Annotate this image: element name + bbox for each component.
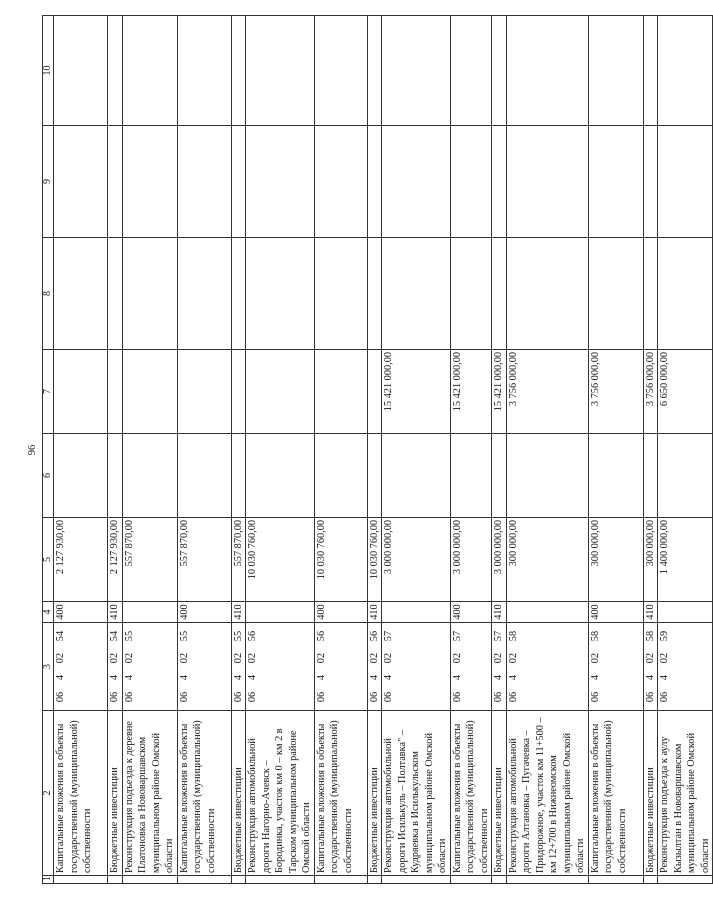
target-code [644,625,658,708]
amount-c6 [246,434,315,518]
amount-c10 [643,16,658,126]
target-code-cell [658,623,713,711]
column-number: 2 [43,711,54,876]
amount-c10 [658,16,713,126]
expense-type-code: 410 [492,602,507,623]
rotated-page [16,14,711,886]
amount-c6 [54,434,108,518]
code-part: 4 [55,674,66,681]
code-part: 02 [659,652,670,664]
amount-c8 [108,238,123,350]
amount-c9 [231,126,246,238]
code-part: 54 [109,630,120,642]
code-part: 54 [55,630,66,642]
amount-c7 [108,350,123,434]
code-part: 02 [451,652,463,664]
table-row [108,16,123,884]
target-code-cell [314,623,367,711]
code-part: 06 [55,691,66,703]
column-number: 10 [43,16,54,126]
amount-c9 [122,126,177,238]
code-part: 4 [232,674,244,681]
code-part: 02 [178,652,190,664]
amount-c8 [246,238,315,350]
amount-c7: 3 756 000,00 [643,350,658,434]
target-code [178,625,192,708]
code-part: 06 [383,691,394,703]
expense-type-code [382,602,451,623]
target-code [382,625,396,708]
code-part: 58 [644,630,656,642]
code-part: 06 [123,691,135,703]
target-code-cell [492,623,507,711]
table-row [177,16,231,884]
column-number: 6 [43,434,54,518]
row-description: Капитальные вложения в объекты государственной (муниципальной) собственности [54,711,108,876]
target-code-cell [382,623,451,711]
code-part: 02 [644,652,656,664]
amount-c8 [450,238,492,350]
target-code-cell [367,623,382,711]
amount-c9 [506,126,588,238]
target-code [589,625,603,708]
amount-c8 [231,238,246,350]
amount-c9 [314,126,367,238]
target-code-cell [588,623,643,711]
amount-c7 [367,350,382,434]
amount-c10 [506,16,588,126]
target-code [451,625,465,708]
amount-c5: 3 000 000,00 [492,518,507,602]
row-description: Бюджетные инвестиции [108,711,123,876]
amount-c6 [588,434,643,518]
amount-c6 [658,434,713,518]
amount-c5: 1 400 000,00 [658,518,713,602]
amount-c5: 557 870,00 [231,518,246,602]
row-marker-cell [246,876,315,884]
code-part: 02 [507,652,519,664]
expense-type-code [122,602,177,623]
column-number: 9 [43,126,54,238]
table-body [54,16,713,884]
amount-c5: 557 870,00 [177,518,231,602]
amount-c7: 3 756 000,00 [506,350,588,434]
row-description: Капитальные вложения в объекты государственной (муниципальной) собственности [177,711,231,876]
code-part: 4 [368,674,380,681]
column-number: 3 [43,623,54,711]
amount-c7: 15 421 000,00 [450,350,492,434]
table-row [492,16,507,884]
row-description: Капитальные вложения в объекты государственной (муниципальной) собственности [588,711,643,876]
code-part: 06 [178,691,190,703]
code-part: 06 [368,691,380,703]
amount-c7 [122,350,177,434]
amount-c9 [177,126,231,238]
row-marker-cell [450,876,492,884]
code-part: 4 [315,674,327,681]
amount-c5: 2 127 930,00 [54,518,108,602]
amount-c7 [246,350,315,434]
code-part: 59 [659,630,670,642]
amount-c6 [492,434,507,518]
code-part: 06 [507,691,519,703]
amount-c6 [450,434,492,518]
amount-c8 [54,238,108,350]
code-part: 55 [232,630,244,642]
amount-c7: 15 421 000,00 [492,350,507,434]
code-part: 06 [315,691,327,703]
row-marker-cell [382,876,451,884]
expense-type-code: 400 [450,602,492,623]
expense-type-code: 400 [588,602,643,623]
row-marker-cell [506,876,588,884]
code-part: 06 [247,691,258,703]
budget-table [42,15,713,884]
row-marker-cell [177,876,231,884]
amount-c5: 300 000,00 [506,518,588,602]
amount-c8 [367,238,382,350]
target-code [54,625,68,708]
amount-c5: 3 000 000,00 [382,518,451,602]
amount-c6 [382,434,451,518]
column-number: 7 [43,350,54,434]
amount-c10 [588,16,643,126]
row-marker-cell [643,876,658,884]
code-part: 56 [315,630,327,642]
amount-c10 [108,16,123,126]
column-number: 5 [43,518,54,602]
code-part: 02 [109,652,120,664]
page-number: 96 [27,444,38,456]
code-part: 4 [507,674,519,681]
amount-c9 [492,126,507,238]
code-part: 06 [659,691,670,703]
row-marker-cell [658,876,713,884]
row-description: Бюджетные инвестиции [231,711,246,876]
amount-c9 [367,126,382,238]
table-row [314,16,367,884]
row-description: Бюджетные инвестиции [367,711,382,876]
target-code-cell [122,623,177,711]
amount-c9 [382,126,451,238]
amount-c6 [108,434,123,518]
code-part: 4 [178,674,190,681]
table-row [506,16,588,884]
expense-type-code: 400 [54,602,108,623]
code-part: 57 [451,630,463,642]
code-part: 55 [123,630,135,642]
code-part: 4 [247,674,258,681]
target-code-cell [643,623,658,711]
code-part: 4 [123,674,135,681]
row-marker-cell [54,876,108,884]
target-code-cell [246,623,315,711]
expense-type-code [246,602,315,623]
code-part: 58 [507,630,519,642]
amount-c5: 3 000 000,00 [450,518,492,602]
code-part: 4 [493,674,504,681]
target-code [315,625,329,708]
row-marker-cell [588,876,643,884]
amount-c9 [450,126,492,238]
table-row [122,16,177,884]
row-description: Капитальные вложения в объекты государственной (муниципальной) собственности [450,711,492,876]
target-code-cell [108,623,123,711]
amount-c9 [588,126,643,238]
expense-type-code: 400 [177,602,231,623]
amount-c8 [382,238,451,350]
amount-c9 [643,126,658,238]
amount-c6 [231,434,246,518]
code-part: 58 [589,630,601,642]
row-marker-cell [108,876,123,884]
amount-c9 [246,126,315,238]
target-code [658,625,672,708]
amount-c6 [506,434,588,518]
column-number-row [43,16,54,884]
code-part: 02 [55,652,66,664]
table-row [382,16,451,884]
amount-c7 [314,350,367,434]
target-code-cell [54,623,108,711]
amount-c7 [177,350,231,434]
target-code [492,625,506,708]
code-part: 06 [451,691,463,703]
code-part: 06 [109,691,120,703]
row-description: Реконструкция подъезда к деревне Платоновка в Нововаршавском муниципальном районе Омской области [122,711,177,876]
code-part: 02 [493,652,504,664]
code-part: 06 [644,691,656,703]
row-marker-cell [231,876,246,884]
amount-c7: 15 421 000,00 [382,350,451,434]
code-part: 02 [383,652,394,664]
expense-type-code [506,602,588,623]
amount-c10 [367,16,382,126]
row-description: Реконструкция автомобильной дороги Алтановка – Пугачевка – Придорожное, участок км 11+500 – км 12+700 в Нижнеомском муниципальном районе Омской области [506,711,588,876]
amount-c9 [658,126,713,238]
amount-c7 [231,350,246,434]
row-description: Реконструкция подъезда к аулу Кызылтан в Нововаршавском муниципальном районе Омской области [658,711,713,876]
amount-c5: 10 030 760,00 [314,518,367,602]
amount-c6 [367,434,382,518]
code-part: 02 [589,652,601,664]
expense-type-code: 410 [643,602,658,623]
amount-c8 [177,238,231,350]
amount-c8 [492,238,507,350]
column-number: 8 [43,238,54,350]
code-part: 4 [589,674,601,681]
code-part: 02 [247,652,258,664]
table-row [643,16,658,884]
target-code [232,625,246,708]
row-description: Бюджетные инвестиции [643,711,658,876]
table-row [54,16,108,884]
amount-c8 [643,238,658,350]
target-code-cell [177,623,231,711]
expense-type-code: 410 [231,602,246,623]
amount-c5: 10 030 760,00 [367,518,382,602]
table-row [246,16,315,884]
target-code [108,625,122,708]
target-code [368,625,382,708]
amount-c10 [450,16,492,126]
code-part: 02 [368,652,380,664]
amount-c8 [658,238,713,350]
target-code [507,625,521,708]
code-part: 4 [383,674,394,681]
expense-type-code: 400 [314,602,367,623]
code-part: 4 [644,674,656,681]
row-marker-cell [492,876,507,884]
code-part: 4 [451,674,463,681]
code-part: 02 [315,652,327,664]
code-part: 55 [178,630,190,642]
code-part: 02 [123,652,135,664]
code-part: 4 [109,674,120,681]
code-part: 06 [232,691,244,703]
amount-c5: 300 000,00 [588,518,643,602]
amount-c8 [122,238,177,350]
code-part: 56 [368,630,380,642]
amount-c10 [122,16,177,126]
row-marker-cell [314,876,367,884]
code-part: 06 [493,691,504,703]
amount-c10 [246,16,315,126]
amount-c8 [588,238,643,350]
row-description: Капитальные вложения в объекты государственной (муниципальной) собственности [314,711,367,876]
code-part: 06 [589,691,601,703]
target-code-cell [450,623,492,711]
table-row [588,16,643,884]
amount-c5: 300 000,00 [643,518,658,602]
target-code [123,625,137,708]
table-row [231,16,246,884]
expense-type-code: 410 [367,602,382,623]
amount-c10 [382,16,451,126]
target-code [246,625,260,708]
code-part: 57 [383,630,394,642]
row-marker-cell [122,876,177,884]
amount-c5: 2 127 930,00 [108,518,123,602]
column-number: 1 [43,876,54,884]
amount-c10 [231,16,246,126]
amount-c9 [108,126,123,238]
column-number: 4 [43,602,54,623]
amount-c8 [314,238,367,350]
row-description: Бюджетные инвестиции [492,711,507,876]
amount-c7 [54,350,108,434]
amount-c7: 6 650 000,00 [658,350,713,434]
amount-c6 [122,434,177,518]
amount-c6 [177,434,231,518]
code-part: 57 [493,630,504,642]
code-part: 4 [659,674,670,681]
row-marker-cell [367,876,382,884]
target-code-cell [506,623,588,711]
amount-c5: 557 870,00 [122,518,177,602]
row-description: Реконструкция автомобильной дороги Исилькуль – Полтавка" – Кудряевка в Исилькульском муниципальном районе Омской области [382,711,451,876]
table-row [367,16,382,884]
code-part: 02 [232,652,244,664]
amount-c10 [492,16,507,126]
expense-type-code: 410 [108,602,123,623]
row-description: Реконструкция автомобильной дороги Нагорно-Ачевск – Бородинка, участок км 0 – км 2 в Тарском муниципальном районе Омской области [246,711,315,876]
table-row [450,16,492,884]
amount-c5: 10 030 760,00 [246,518,315,602]
amount-c6 [314,434,367,518]
amount-c9 [54,126,108,238]
amount-c7: 3 756 000,00 [588,350,643,434]
amount-c10 [314,16,367,126]
table-row [658,16,713,884]
amount-c6 [643,434,658,518]
amount-c8 [506,238,588,350]
target-code-cell [231,623,246,711]
amount-c10 [54,16,108,126]
amount-c10 [177,16,231,126]
expense-type-code [658,602,713,623]
code-part: 56 [247,630,258,642]
